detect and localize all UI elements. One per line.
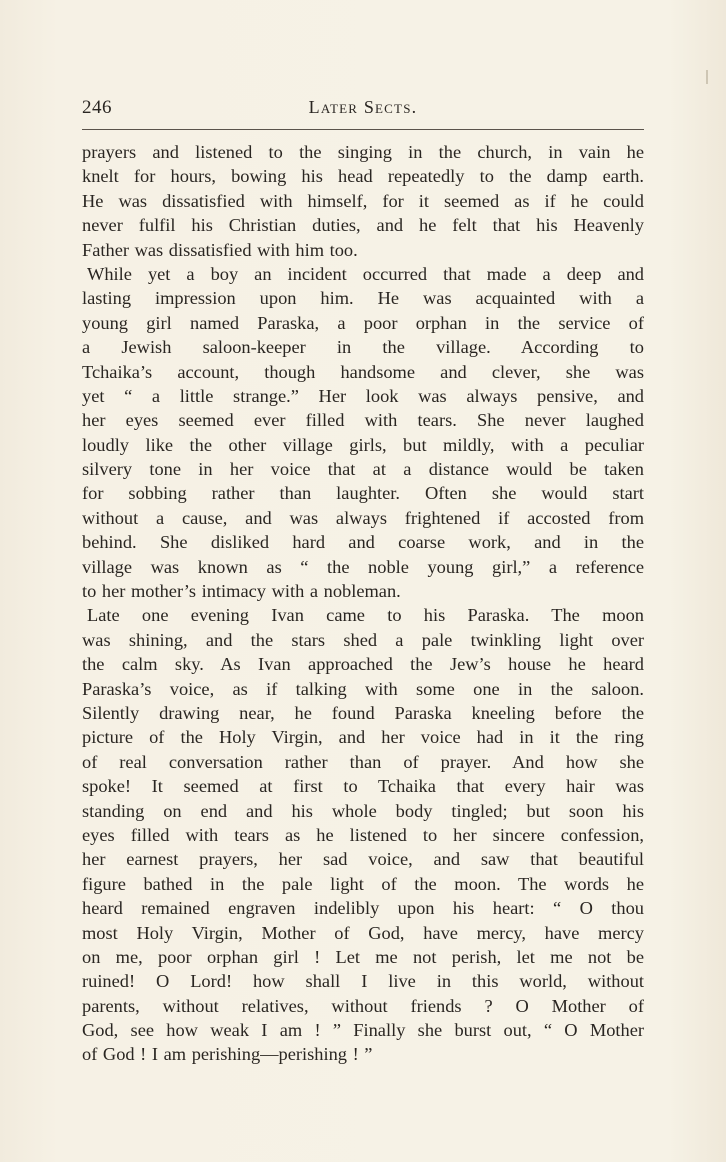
text-line: parents, without relatives, without friends ? O Mother of: [82, 995, 644, 1016]
text-line: for sobbing rather than laughter. Often she would start: [82, 483, 644, 504]
text-line: without a cause, and was always frightened if accosted from: [82, 507, 644, 528]
text-line: spoke! It seemed at first to Tchaika that every hair was: [82, 776, 644, 797]
text-line: young girl named Paraska, a poor orphan in the service of: [82, 312, 644, 333]
text-line: a Jewish saloon-keeper in the village. According to: [82, 337, 644, 358]
text-line: He was dissatisfied with himself, for it seemed as if he could: [82, 190, 644, 211]
text-line: Paraska’s voice, as if talking with some one in the saloon.: [82, 678, 644, 699]
text-line: yet “ a little strange.” Her look was always pensive, and: [82, 385, 644, 406]
text-line: to her mother’s intimacy with a nobleman.: [82, 581, 401, 602]
text-line: Father was dissatisfied with him too.: [82, 239, 358, 260]
page-number: 246: [82, 97, 112, 118]
text-line: on me, poor orphan girl ! Let me not perish, let me not be: [82, 946, 644, 967]
text-line: God, see how weak I am ! ” Finally she burst out, “ O Mother: [82, 1020, 644, 1041]
text-line: the calm sky. As Ivan approached the Jew’s house he heard: [82, 654, 644, 675]
text-line: silvery tone in her voice that at a distance would be taken: [82, 459, 644, 480]
running-title: Later Sects.: [308, 97, 418, 117]
text-line: her earnest prayers, her sad voice, and saw that beautiful: [82, 849, 644, 870]
text-line: eyes filled with tears as he listened to her sincere confession,: [82, 824, 644, 845]
text-line: heard remained engraven indelibly upon his heart: “ O thou: [82, 898, 644, 919]
body-text: [82, 140, 644, 1067]
page-edge-mark: [706, 70, 708, 84]
text-line: While yet a boy an incident occurred that made a deep and: [87, 263, 644, 284]
header-rule: [82, 129, 644, 130]
text-line: loudly like the other village girls, but mildly, with a peculiar: [82, 434, 644, 455]
text-line: Tchaika’s account, though handsome and clever, she was: [82, 361, 644, 382]
text-line: knelt for hours, bowing his head repeatedly to the damp earth.: [82, 166, 644, 187]
text-line: figure bathed in the pale light of the moon. The words he: [82, 873, 644, 894]
text-line: prayers and listened to the singing in the church, in vain he: [82, 142, 644, 162]
text-line: Late one evening Ivan came to his Paraska. The moon: [87, 605, 644, 626]
text-line: was shining, and the stars shed a pale twinkling light over: [82, 629, 644, 650]
page-header: [82, 97, 644, 121]
text-line: village was known as “ the noble young girl,” a reference: [82, 556, 644, 577]
text-line: picture of the Holy Virgin, and her voice had in it the ring: [82, 727, 644, 748]
text-line: ruined! O Lord! how shall I live in this world, without: [82, 971, 644, 992]
text-line: standing on end and his whole body tingled; but soon his: [82, 800, 644, 821]
text-line: Silently drawing near, he found Paraska kneeling before the: [82, 702, 644, 723]
text-line: never fulfil his Christian duties, and he felt that his Heavenly: [82, 215, 644, 236]
text-line: of real conversation rather than of prayer. And how she: [82, 751, 644, 772]
text-line: lasting impression upon him. He was acquainted with a: [82, 288, 644, 309]
text-line: her eyes seemed ever filled with tears. She never laughed: [82, 410, 644, 431]
text-line: of God ! I am perishing—perishing ! ”: [82, 1044, 373, 1065]
text-line: behind. She disliked hard and coarse work, and in the: [82, 532, 644, 553]
text-line: most Holy Virgin, Mother of God, have mercy, have mercy: [82, 922, 644, 943]
